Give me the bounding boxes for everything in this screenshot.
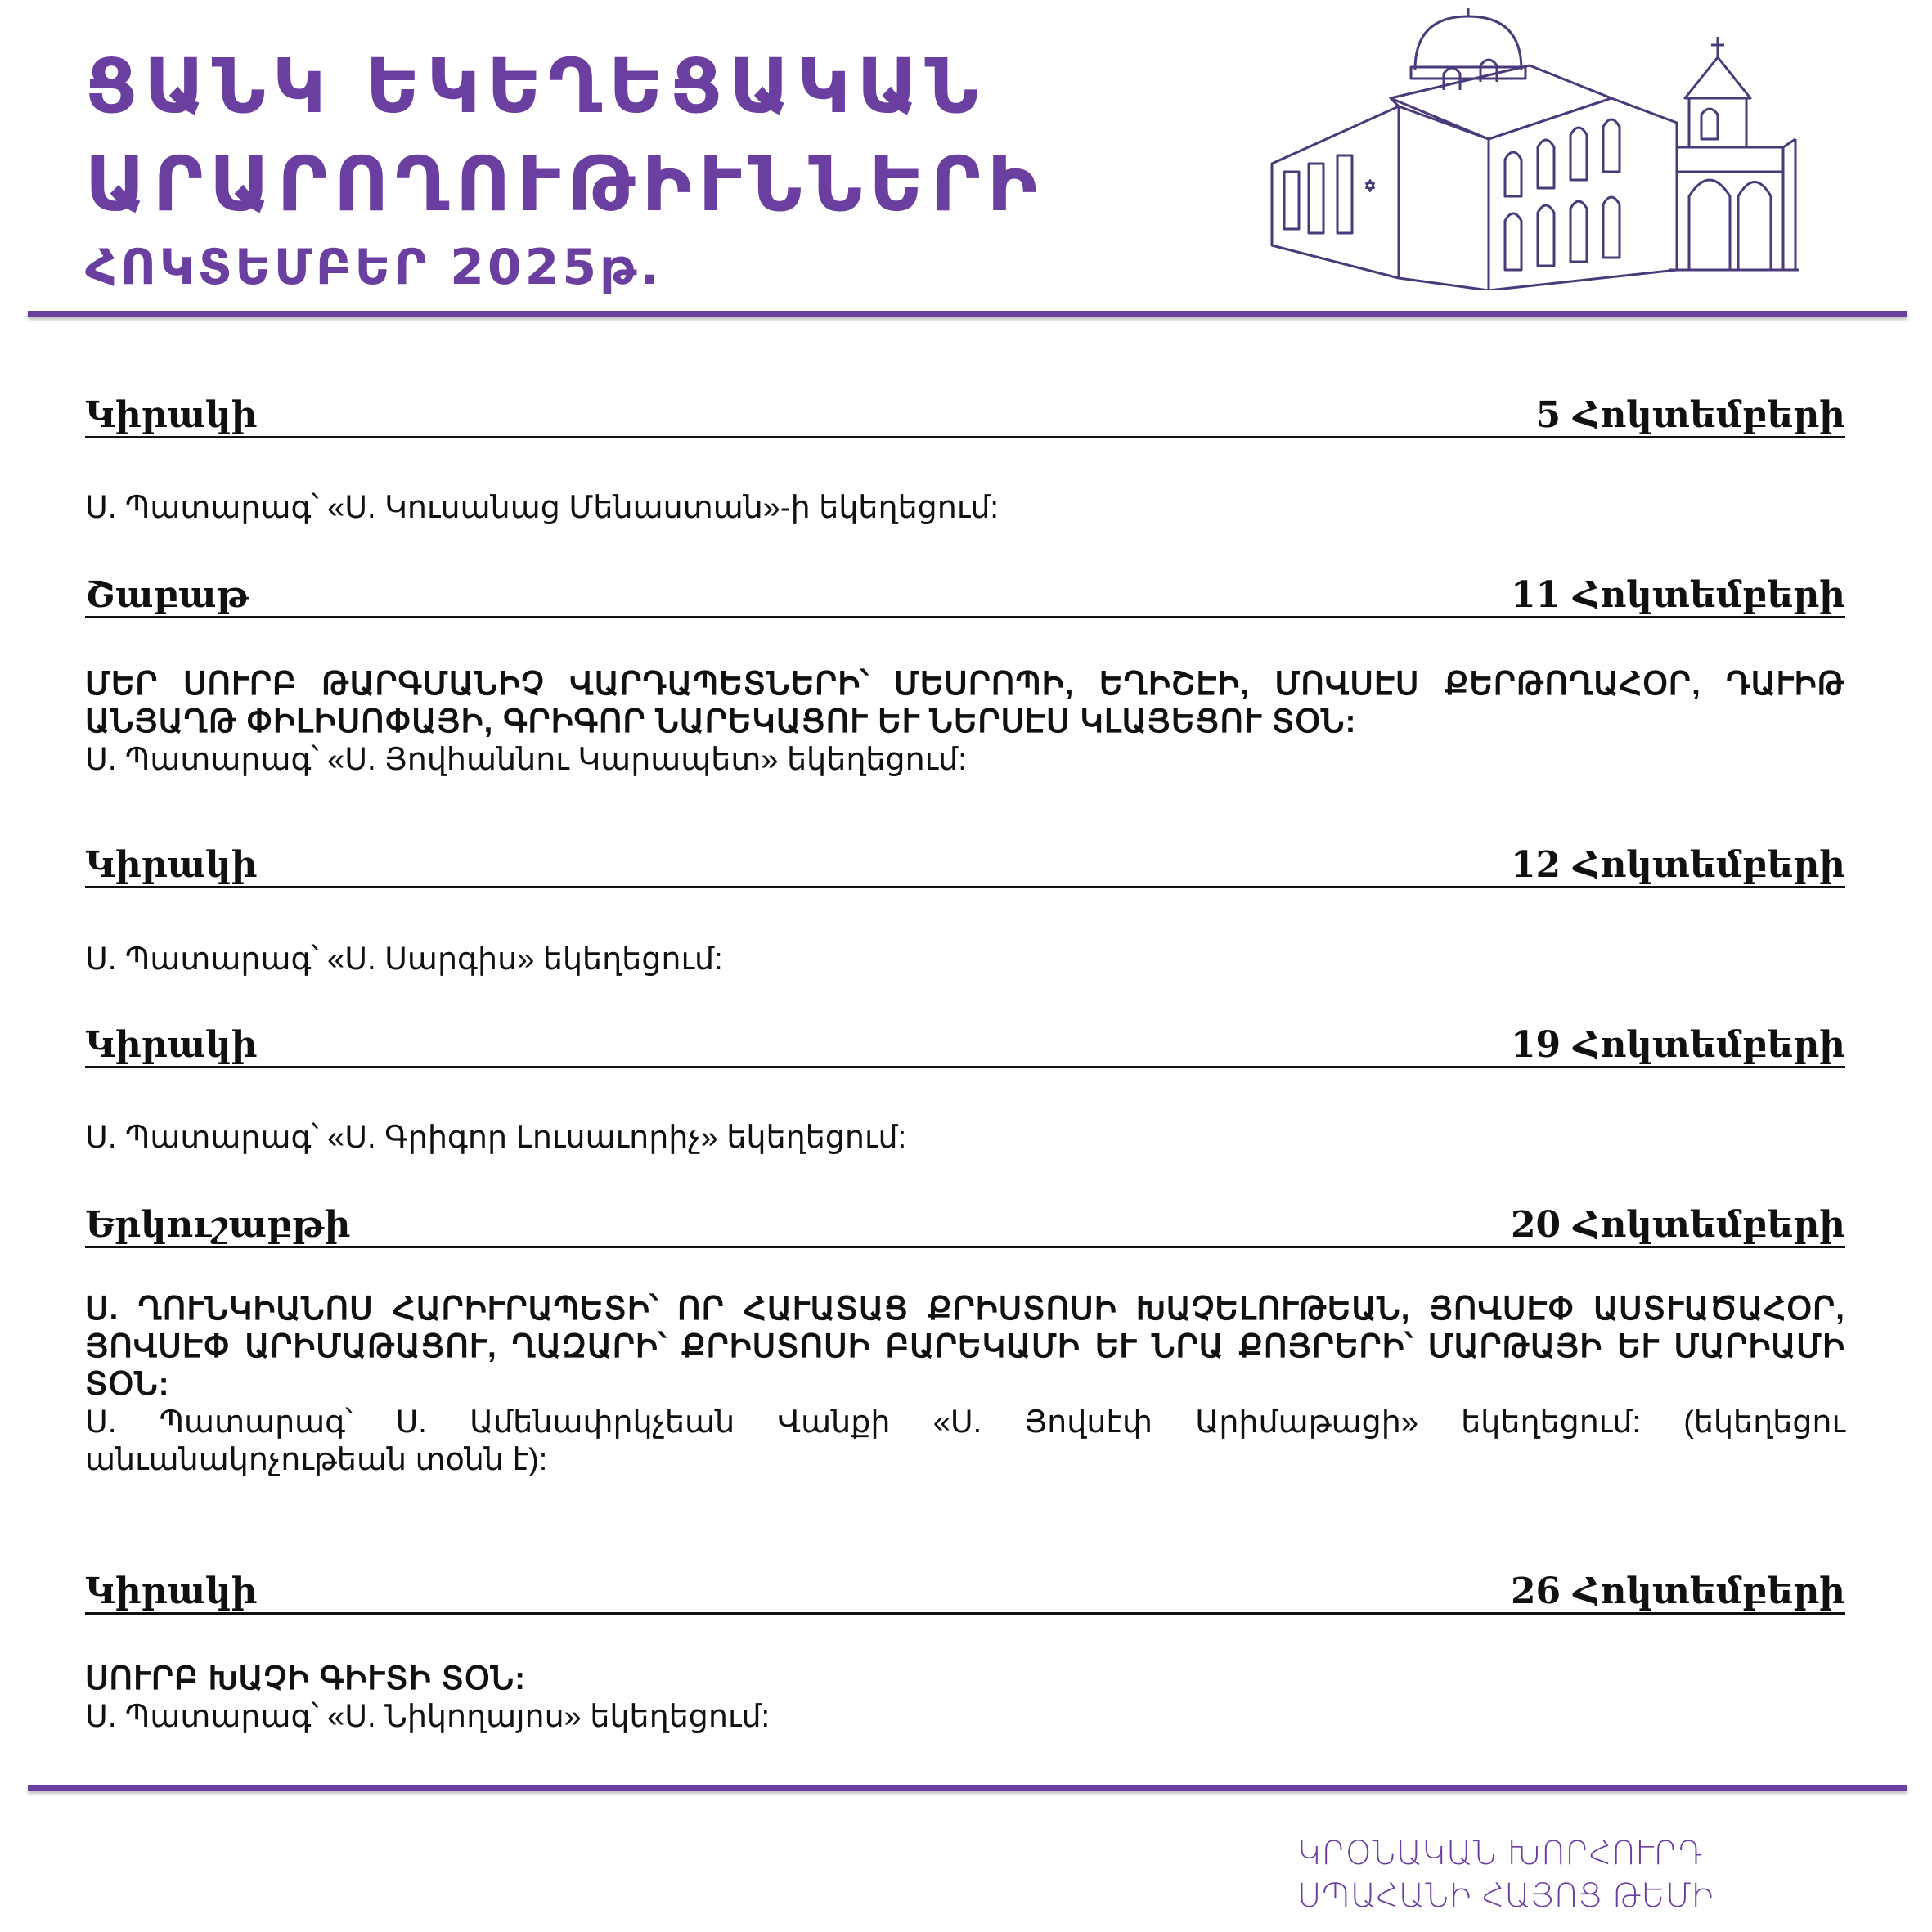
event-date: 12 Հոկտեմբերի [1510,844,1845,886]
period-subtitle: ՀՈԿՏԵՄԲԵՐ 2025թ. [85,239,663,296]
event-details [85,489,1845,527]
event-details [85,941,1845,978]
page-title-line-2: ԱՐԱՐՈՂՈՒԹԻՒՆՆԵՐԻ [85,141,1044,228]
event-day-name: Կիրակի [85,844,258,886]
event-date: 11 Հոկտեմբերի [1510,574,1845,616]
signature [1297,1832,1714,1917]
event-date: 26 Հոկտեմբերի [1510,1570,1845,1612]
event-day-name: Կիրակի [85,1024,258,1066]
event-day-name: Շաբաթ [85,574,249,616]
service-text: Ս. Պատարագ՝ «Ս. Յովհաննու Կարապետ» եկեղեցում: [85,743,967,777]
footer-divider [28,1785,1907,1791]
event-day-row [85,842,1845,888]
event-day-name: Կիրակի [85,394,258,436]
feast-title: ՄԵՐ ՍՈՒՐԲ ԹԱՐԳՄԱՆԻՉ ՎԱՐԴԱՊԵՏՆԵՐԻ՝ ՄԵՍՐՈՊԻ, ԵՂԻՇԷԻ, ՄՈՎՍԷՍ ՔԵՐԹՈՂԱՀՕՐ, ԴԱՒԻԹ ԱՆՅԱՂԹ ՓԻԼԻՍՈՓԱՅԻ, ԳՐԻԳՈՐ ՆԱՐԵԿԱՑՈՒ ԵՒ ՆԵՐՍԷՍ ԿԼԱՅԵՑՈՒ ՏՕՆ: [85,667,1845,739]
header-divider [28,311,1907,317]
event-day-row [85,1569,1845,1615]
event-date: 20 Հոկտեմբերի [1510,1204,1845,1246]
signature-line-2: ՍՊԱՀԱՆԻ ՀԱՅՈՑ ԹԵՄԻ [1297,1877,1714,1915]
event-details [85,1119,1845,1157]
event-date: 5 Հոկտեմբերի [1535,394,1845,436]
signature-line-1: ԿՐՕՆԱԿԱՆ ԽՈՐՀՈՒՐԴ [1297,1835,1705,1872]
service-text: Ս. Պատարագ՝ Ս. Ամենափրկչեան Վանքի «Ս. Յովսէփ Արիմաթացի» եկեղեցում: (եկեղեցու անւանակոչութեան տօնն է): [85,1405,1845,1477]
service-text: Ս. Պատարագ՝ «Ս. Նիկողայոս» եկեղեցում: [85,1700,771,1734]
service-text: Ս. Պատարագ՝ «Ս. Սարգիս» եկեղեցում: [85,942,723,977]
event-day-row [85,393,1845,438]
event-details [85,666,1845,779]
feast-title: ՍՈՒՐԲ ԽԱՉԻ ԳԻՒՏԻ ՏՕՆ: [85,1661,527,1696]
page-title-line-1: ՑԱՆԿ ԵԿԵՂԵՑԱԿԱՆ [85,43,986,130]
event-date: 19 Հոկտեմբերի [1510,1024,1845,1066]
event-day-row [85,1022,1845,1068]
event-day-name: Կիրակի [85,1570,258,1612]
feast-title: Ս. ՂՈՒՆԿԻԱՆՈՍ ՀԱՐԻՒՐԱՊԵՏԻ՝ ՈՐ ՀԱՒԱՏԱՑ ՔՐԻՍՏՈՍԻ ԽԱՉԵԼՈՒԹԵԱՆ, ՅՈՎՍԷՓ ԱՍՏՒԱԾԱՀՕՐ, ՅՈՎՍԷՓ ԱՐԻՄԱԹԱՑՈՒ, ՂԱԶԱՐԻ՝ ՔՐԻՍՏՈՍԻ ԲԱՐԵԿԱՄԻ ԵՒ ՆՐԱ ՔՈՅՐԵՐԻ՝ ՄԱՐԹԱՅԻ ԵՒ ՄԱՐԻԱՄԻ ՏՕՆ: [85,1292,1845,1402]
service-text: Ս. Պատարագ՝ «Ս. Կուսանաց Մենաստան»-ի եկեղեցում: [85,491,999,525]
event-day-row [85,573,1845,618]
event-details [85,1291,1845,1479]
church-icon [1260,8,1808,290]
event-details [85,1660,1845,1736]
service-text: Ս. Պատարագ՝ «Ս. Գրիգոր Լուսաւորիչ» եկեղեցում: [85,1121,907,1155]
event-day-name: Երկուշաբթի [85,1204,351,1246]
event-day-row [85,1202,1845,1248]
